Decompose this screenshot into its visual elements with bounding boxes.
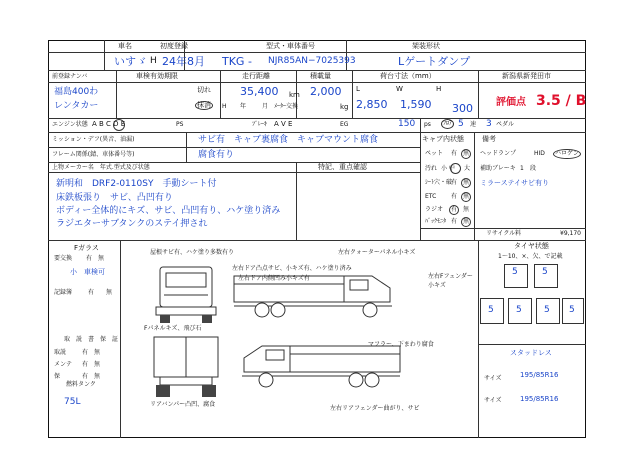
bed-L-label: L xyxy=(356,85,360,93)
eg-label: EG xyxy=(340,121,349,128)
engine-selected-circle xyxy=(113,119,125,131)
fglass-label: Fガラス xyxy=(74,244,99,252)
condition-line-1: 新明和 DRF2-0110SY 手動シート付 xyxy=(56,179,217,189)
pedal-label: ペダル xyxy=(496,121,515,128)
horsepower: 150 xyxy=(398,119,416,129)
load-capacity: 2,000 xyxy=(310,85,342,98)
plate-label: 前登録ナンバ xyxy=(52,73,88,80)
equip-halogen: ハロゲン xyxy=(555,150,579,157)
inspection-month: 月 xyxy=(262,103,269,110)
gear-speeds: 5 xyxy=(458,119,464,129)
tire-rear-4-value: 5 xyxy=(569,305,575,315)
bed-length: 2,850 xyxy=(356,98,388,111)
tire-size-rear: 195/85R16 xyxy=(520,395,559,403)
condition-line-2: 床鉄板張り サビ、凸凹有り xyxy=(56,193,173,203)
tire-front-left-value: 5 xyxy=(512,267,518,277)
fglass-exchange-label: 要交換 xyxy=(54,255,73,262)
first-reg-era: H xyxy=(150,56,157,66)
frame-label: フレーム関係(錆、車体番号等) xyxy=(52,151,135,158)
power-steering-label: PS xyxy=(176,121,184,128)
truck-side-right xyxy=(236,342,406,392)
cab-seat-opt2: 無 xyxy=(463,179,470,186)
plate-line1: 福島400わ xyxy=(54,87,99,97)
maker-label: 車名 xyxy=(118,42,132,50)
speed-label: 速 xyxy=(470,121,477,128)
note-roof: 屋根サビ有、ハケ塗り多数有り xyxy=(150,249,235,256)
tire-title: タイヤ状態 xyxy=(514,242,549,250)
body-type-label: 架装形状 xyxy=(412,42,440,50)
recycle-fee: ¥9,170 xyxy=(560,230,581,237)
record-book-options: 有 無 xyxy=(88,289,113,296)
cab-dirt-opt1: 小 中 xyxy=(441,165,455,172)
cab-radio-opt2: 無 xyxy=(463,206,470,213)
tire-size-front: 195/85R16 xyxy=(520,371,559,379)
deregistered: 抹消 xyxy=(197,101,211,109)
bed-W-label: W xyxy=(396,85,403,93)
brake-options: A V E xyxy=(274,120,293,128)
cab-pet-label: ペット xyxy=(425,150,444,157)
frame-text: 腐食有り xyxy=(198,150,235,160)
cab-radio-opt1: 有 xyxy=(451,206,458,213)
cab-monitor-opt1: 有 xyxy=(451,218,458,225)
cab-seat-opt1: 有 xyxy=(451,179,458,186)
load-unit: kg xyxy=(340,103,349,111)
auction-venue: 新潟県新発田市 xyxy=(502,72,551,80)
tire-size-label-front: サイズ xyxy=(484,375,502,382)
warranty-options: 有 無 xyxy=(82,373,101,380)
load-label: 積載量 xyxy=(310,72,331,80)
condition-line-4: ラジエターサブタンクのステイ押され xyxy=(56,219,208,229)
mission-text: サビ有 キャブ裏腐食 キャブマウント腐食 xyxy=(198,135,379,145)
horsepower-unit: ps xyxy=(424,121,431,128)
equip-aux-brake: 補助ブレーキ xyxy=(480,165,516,172)
engine-label: エンジン状態 xyxy=(52,121,88,128)
note-rear-bumper: リアバンパー凸凹、腐食 xyxy=(150,401,216,408)
inspection-label: 車検有効期限 xyxy=(136,72,178,80)
remarks: ミラーステイサビ有り xyxy=(480,179,550,187)
mileage: 35,400 xyxy=(240,85,279,98)
condition-line-3: ボディー全体的にキズ、サビ、凸凹有り、ハケ塗り済み xyxy=(56,206,281,216)
top-maker-label: 上物メーカー名 年式.型式及び状態 xyxy=(52,164,150,171)
bed-height: 300 xyxy=(452,102,473,115)
note-rear-fender: 左右リアフェンダー曲がり、サビ xyxy=(330,405,420,412)
cab-state-label: キャブ内状態 xyxy=(422,135,464,143)
note-rear-quarter: 左右クォーターパネル小キズ xyxy=(338,249,416,256)
cab-radio-label: ラジオ xyxy=(425,206,444,213)
manual-title: 取 説 書 保 証 xyxy=(64,336,119,343)
first-reg: 24年8月 xyxy=(162,55,205,68)
equip-headlamp: ヘッドランプ xyxy=(480,150,517,157)
chassis-number: NJR85AN−7025393 xyxy=(268,56,356,66)
score-label: 評価点 xyxy=(496,97,526,108)
fuel-tank: 75L xyxy=(64,397,81,407)
maintenance-options: 有 無 xyxy=(82,361,101,368)
inspection-era: H xyxy=(222,103,227,110)
pedal-count: 3 xyxy=(486,119,492,129)
cab-etc-opt2: 無 xyxy=(463,193,470,200)
recycle-label: リサイクル料 xyxy=(486,230,522,237)
record-book-label: 記録簿 xyxy=(54,289,73,296)
mileage-label: 走行距離 xyxy=(242,72,270,80)
fglass-exchange-options: 有 無 xyxy=(86,255,105,262)
tire-legend: 1〜10、×、欠、で記載 xyxy=(498,253,563,260)
bed-H-label: H xyxy=(436,85,442,93)
first-reg-label: 初度登録 xyxy=(160,42,188,50)
maker: いすゞ xyxy=(114,55,147,68)
inspection-year: 年 xyxy=(240,103,247,110)
tire-size-label-rear: サイズ xyxy=(484,397,502,404)
gear-type: ﾌﾛｱ xyxy=(443,120,453,127)
maintenance-label: メンテ xyxy=(54,361,73,368)
tire-rear-3-value: 5 xyxy=(544,305,550,315)
special-notes-label: 特記、重点確認 xyxy=(318,163,367,171)
note-muffler: マフラー、下まわり腐食 xyxy=(368,341,434,348)
cab-etc-label: ETC xyxy=(425,193,437,200)
cab-seat-label: ｼｰﾄ穴・破 xyxy=(425,179,453,186)
mileage-unit: km xyxy=(289,91,300,99)
note-f-panel: Fパネルキズ、飛び石 xyxy=(144,325,202,332)
warranty-label: 保 xyxy=(54,373,61,380)
cab-monitor-opt2: 無 xyxy=(463,218,470,225)
brake-label: ﾌﾞﾚｰｷ xyxy=(252,121,268,128)
cab-dirt-circle xyxy=(450,163,461,174)
note-door: 左右ドア凸点サビ、小キズ有、ハケ塗り済み xyxy=(232,265,352,272)
body-type: Lゲートダンプ xyxy=(398,55,471,68)
bed-size-label: 荷台寸法（mm） xyxy=(380,72,436,80)
mission-label: ミッション・デフ(異音、油漏) xyxy=(52,136,135,143)
notes-label: 備考 xyxy=(482,135,496,143)
tire-rear-1-value: 5 xyxy=(488,305,494,315)
manual-label: 取説 xyxy=(54,349,67,356)
engine-options: A B C D E xyxy=(92,120,126,128)
equip-aux-brake-count: 1 xyxy=(520,165,524,172)
tire-front-right-value: 5 xyxy=(542,267,548,277)
equip-hid: HID xyxy=(534,150,545,157)
note-door-inner: 左右ドア内側凹み小キズ有 xyxy=(238,275,310,282)
cab-dirt-label: 汚れ xyxy=(425,165,438,172)
fglass-state: 小 車検可 xyxy=(70,268,105,276)
note-fender: 左右Fフェンダー 小キズ xyxy=(428,273,473,289)
model-prefix: TKG - xyxy=(222,55,252,68)
cab-dirt-opt2: 大 xyxy=(464,165,471,172)
plate-line2: レンタカー xyxy=(54,101,99,111)
cab-pet-opt1: 有 xyxy=(451,150,458,157)
manual-options: 有 無 xyxy=(82,349,101,356)
inspection-expired: 切れ xyxy=(197,86,211,94)
evaluation-score: 3.5 / B xyxy=(536,93,587,109)
fuel-tank-label: 燃料タンク xyxy=(66,381,96,388)
model-label: 型式・車体番号 xyxy=(266,42,315,50)
tire-type: スタッドレス xyxy=(510,349,552,357)
cab-pet-opt2: 無 xyxy=(463,150,470,157)
truck-front-view xyxy=(150,265,222,325)
truck-rear-view xyxy=(150,335,222,405)
tire-rear-2-value: 5 xyxy=(516,305,522,315)
equip-aux-brake-unit: 段 xyxy=(530,165,537,172)
cab-etc-opt1: 有 xyxy=(451,193,458,200)
bed-width: 1,590 xyxy=(400,98,432,111)
meter-note: ﾒｰﾀｰ交換 xyxy=(274,103,299,110)
cab-monitor-label: ﾊﾞｯｸﾓﾆﾀ xyxy=(425,218,447,225)
